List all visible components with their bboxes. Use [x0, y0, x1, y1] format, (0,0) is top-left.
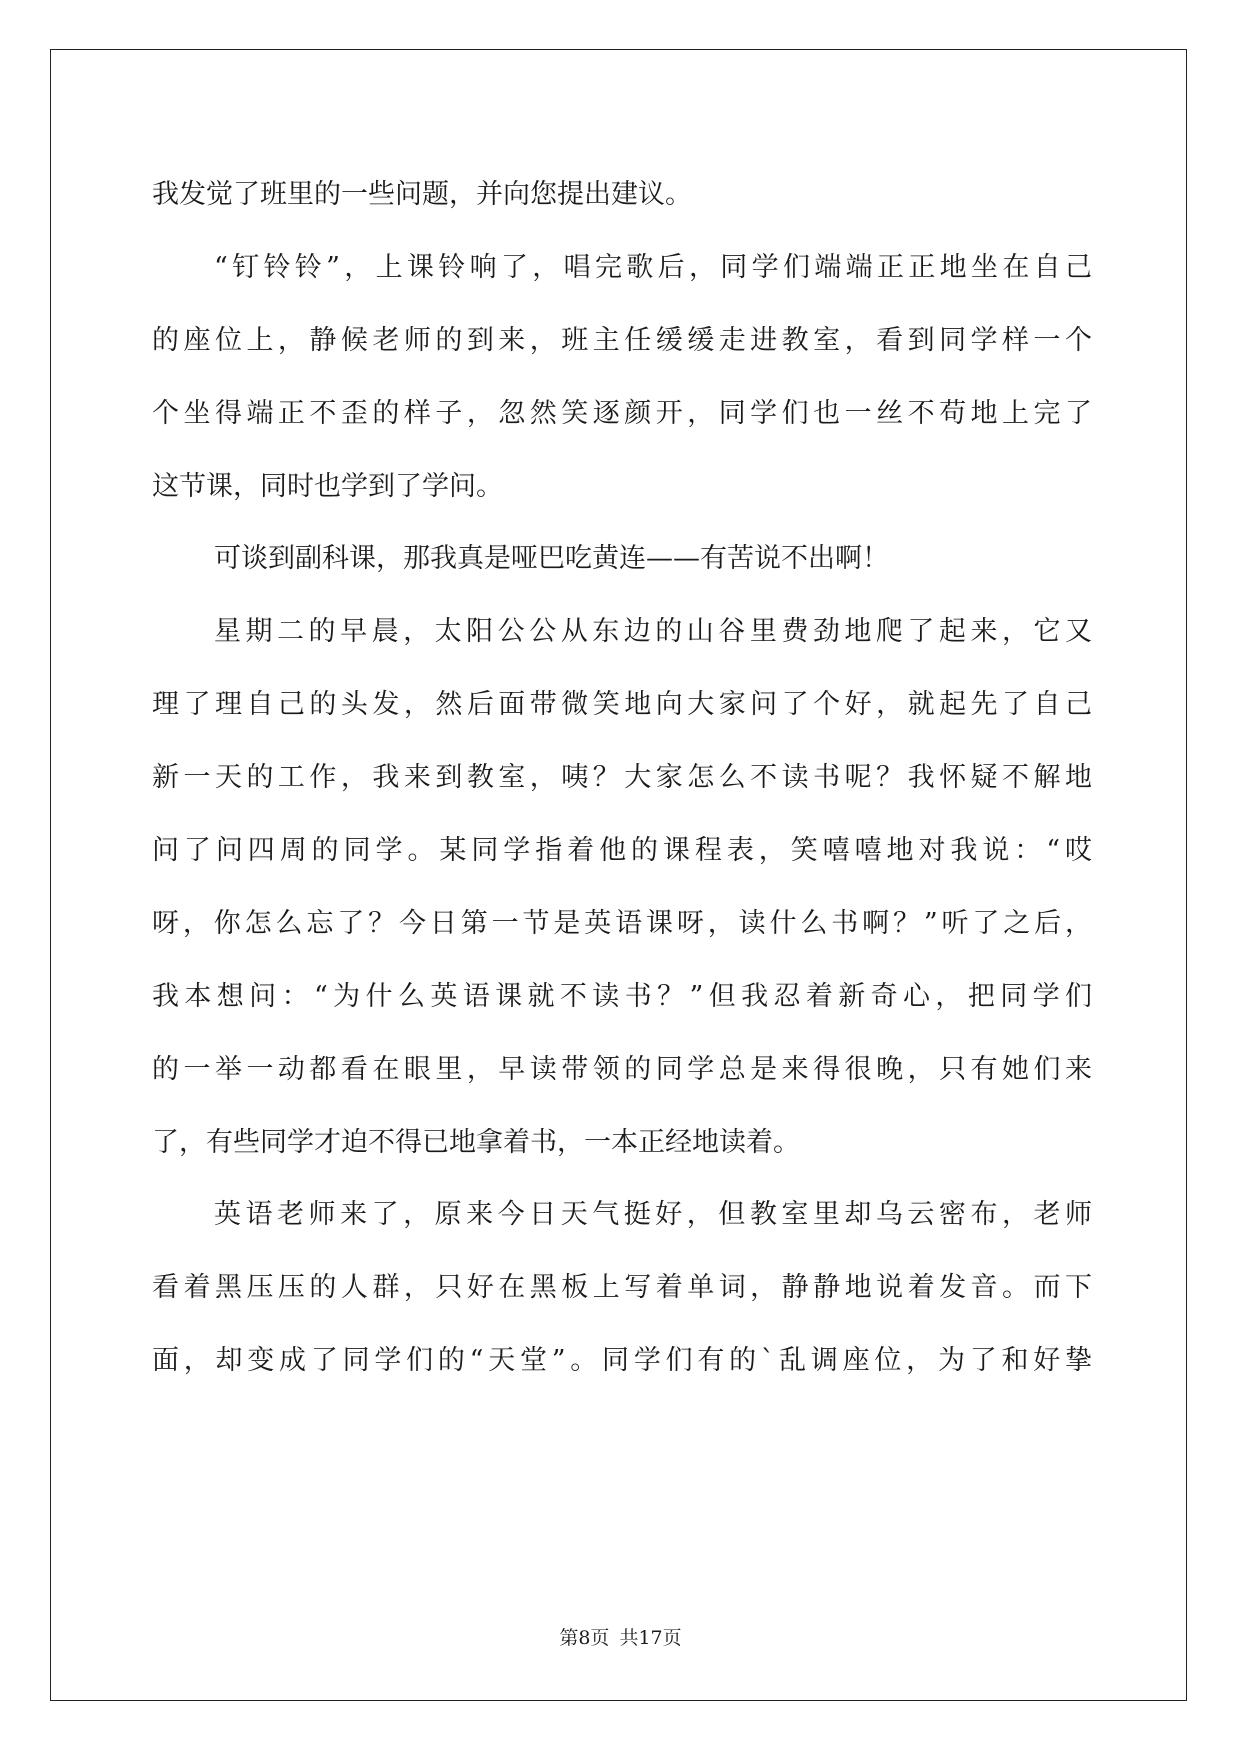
text-line: 看着黑压压的人群，只好在黑板上写着单词，静静地说着发音。而下 [152, 1272, 1092, 1304]
page-footer [0, 1623, 1241, 1650]
text-line: 个坐得端正不歪的样子，忽然笑逐颜开，同学们也一丝不苟地上完了 [152, 397, 1092, 429]
text-line: “钉铃铃”，上课铃响了，唱完歌后，同学们端端正正地坐在自己 [214, 251, 1092, 283]
text-line: 了，有些同学才迫不得已地拿着书，一本正经地读着。 [152, 1126, 800, 1158]
total-pages: 共17页 [619, 1627, 682, 1649]
text-line: 可谈到副科课，那我真是哑巴吃黄连——有苦说不出啊！ [214, 543, 889, 575]
text-line: 我发觉了班里的一些问题，并向您提出建议。 [152, 179, 692, 210]
text-line: 的一举一动都看在眼里，早读带领的同学总是来得很晚，只有她们来 [152, 1053, 1092, 1085]
text-line: 我本想问：“为什么英语课就不读书？”但我忍着新奇心，把同学们 [152, 980, 1092, 1012]
text-line: 的座位上，静候老师的到来，班主任缓缓走进教室，看到同学样一个 [152, 324, 1092, 356]
document-body [152, 159, 1092, 1398]
text-line: 面，却变成了同学们的“天堂”。同学们有的`乱调座位，为了和好挚 [152, 1345, 1092, 1377]
text-line: 星期二的早晨，太阳公公从东边的山谷里费劲地爬了起来，它又 [214, 616, 1092, 648]
text-line: 呀，你怎么忘了？今日第一节是英语课呀，读什么书啊？”听了之后， [152, 907, 1092, 939]
page-number: 第8页 [559, 1627, 610, 1649]
text-line: 问了问四周的同学。某同学指着他的课程表，笑嘻嘻地对我说：“哎 [152, 835, 1092, 867]
text-line: 英语老师来了，原来今日天气挺好，但教室里却乌云密布，老师 [214, 1199, 1092, 1231]
text-line: 这节课，同时也学到了学问。 [152, 470, 503, 502]
text-line: 新一天的工作，我来到教室，咦？大家怎么不读书呢？我怀疑不解地 [152, 762, 1092, 794]
text-line: 理了理自己的头发，然后面带微笑地向大家问了个好，就起先了自己 [152, 689, 1092, 721]
